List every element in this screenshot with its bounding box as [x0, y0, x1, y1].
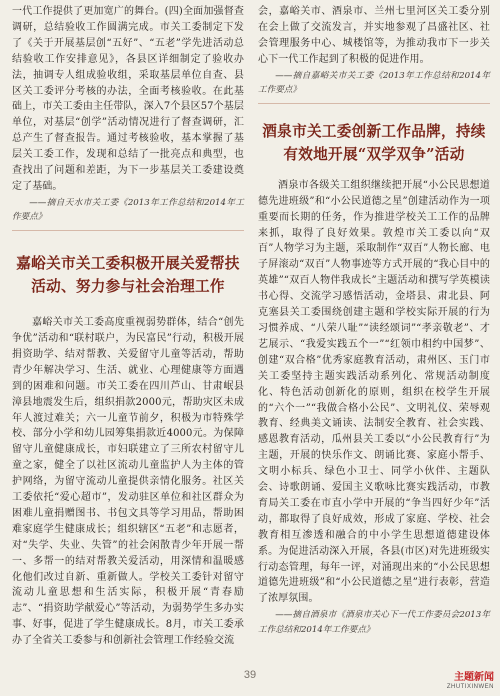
section-heading: 嘉峪关市关工委积极开展关爱帮扶活动、努力参与社会治理工作 — [16, 255, 240, 296]
section-heading: 酒泉市关工委创新工作品牌，持续有效地开展“双学双争”活动 — [262, 122, 486, 163]
source-citation: ——摘自天水市关工委《2013年工作总结和2014年工作要点》 — [12, 197, 244, 223]
publisher-logo — [447, 672, 494, 691]
article-paragraph: 一代工作提供了更加宽广的舞台。(四)全面加强督查调研，总结验收工作圆满完成。市关工委制定下发了《关于开展基层创“五好”、“五老”学先进活动总结验收工作安排意见》，各县区详细制定了验收办法，抽调专人组成验收组，采取基层单位自查、县区关工委评分考核的办法，全面考核验收。在此基础上，市关工委由主任带队，深入7个县区57个基层单位，对基层“创学”活动情况进行了督查调研，汇总产生了督查报告。通过考核验收，基本掌握了基层关工委工作，发现和总结了一批亮点和典型，也查找出了问题和差距，为下一步基层关工委建设奠定了基础。 — [12, 6, 244, 192]
left-column — [12, 0, 244, 649]
right-column — [258, 0, 490, 637]
logo-text: 主题新闻 — [454, 672, 494, 683]
article-paragraph: 酒泉市各级关工组织继续把开展“小公民思想道德先进班级”和“小公民道德之星”创建活动作为一项重要而长期的任务，作为推进学校关工工作的品牌来抓，取得了良好效果。敦煌市关工委以向“双百”人物学习为主题，采取制作“双百”人物长廊、电子屏滚动“双百”人物事迹等方式开展的“我心目中的英雄”“双百人物伴我成长”主题活动和撰写学英模读书心得、交流学习感悟活动，金塔县、肃北县、阿克塞县关工委围绕创建主题和学校实际开展的行为习惯养成、“八荣八耻”“读经颂词”“孝亲敬老”、才艺展示、“我爱实践五个一”“红领巾相约中国梦”、创建“双合格”优秀家庭教育活动，肃州区、玉门市关工委坚持主题实践活动系列化、常规活动制度化、特色活动创新化的原则，组织在校学生开展的“六个一”“我做合格小公民”、文明礼仪、荣辱观教育、经典美文诵读、法制安全教育、社会实践、感恩教育活动，瓜州县关工委以“小公民教育行”为主题，开展的快乐作文、朗诵比赛、家庭小帮手、文明小标兵、绿色小卫士、同学小伙伴、主题队会、诗歌朗诵、爱国主义歌咏比赛实践活动，市教育局关工委在市直小学中开展的“争当四好少年”活动，都取得了良好成效，形成了家庭、学校、社会教育相互渗透和融合的中小学生思想道德建设体系。为促进活动深入开展，各县(市区)对先进班级实行动态管理，每年一评，对涌现出来的“小公民思想道德先进班级”和“小公民道德之星”进行表彰，营造了浓厚氛围。 — [258, 179, 490, 605]
page-number: 39 — [243, 669, 257, 681]
section-divider — [12, 230, 244, 231]
source-citation: ——摘自酒泉市《酒泉市关心下一代工作委员会2013年工作总结和2014年工作要点》 — [258, 610, 490, 635]
section-divider — [258, 103, 490, 104]
article-paragraph: 嘉峪关市关工委高度重视弱势群体，结合“创先争优”活动和“联村联户，为民富民”行动，积极开展捐资助学、结对帮教、关爱留守儿童等活动，帮助青少年解决学习、生活、就业、心理健康等方面遇到的困难和问题。市关工委在四川芦山、甘肃岷县漳县地震发生后，组织捐款2000元，帮助灾区未成年人渡过难关；六一儿童节前夕，积极为市特殊学校、部分小学和幼儿园筹集捐款近4000元。为保障留守儿童健康成长，市妇联建立了三所农村留守儿童之家，健全了以社区流动儿童监护人为主体的管护网络，为留守流动儿童提供亲情化服务。社区关工委依托“爱心超市”，发动驻区单位和社区群众为困难儿童捐赠图书、书包文具等学习用品，帮助困难家庭学生健康成长；组织辖区“五老”和志愿者，对“失学、失业、失管”的社会闲散青少年开展一帮一、多帮一的结对帮教关爱活动，用深情和温暖感化他们改过自新、重新做人。学校关工委针对留守流动儿童思想和生活实际，积极开展“青春励志”、“捐资助学献爱心”等活动，为弱势学生多办实事、好事，促进了学生健康成长。8月，市关工委承办了全省关工委参与和创新社会管理工作经验交流 — [12, 317, 244, 647]
logo-subtext: ZHUTIXINWEN — [446, 684, 494, 690]
article-paragraph: 会，嘉峪关市、酒泉市、兰州七里河区关工委分别在会上做了交流发言，并实地参观了昌盛社区、社会管理服务中心、城楼馆等，为推动我市下一步关心下一代工作起到了积极的促进作用。 — [258, 6, 490, 65]
source-citation: ——摘自嘉峪关市关工委《2013年工作总结和2014年工作要点》 — [258, 70, 490, 96]
